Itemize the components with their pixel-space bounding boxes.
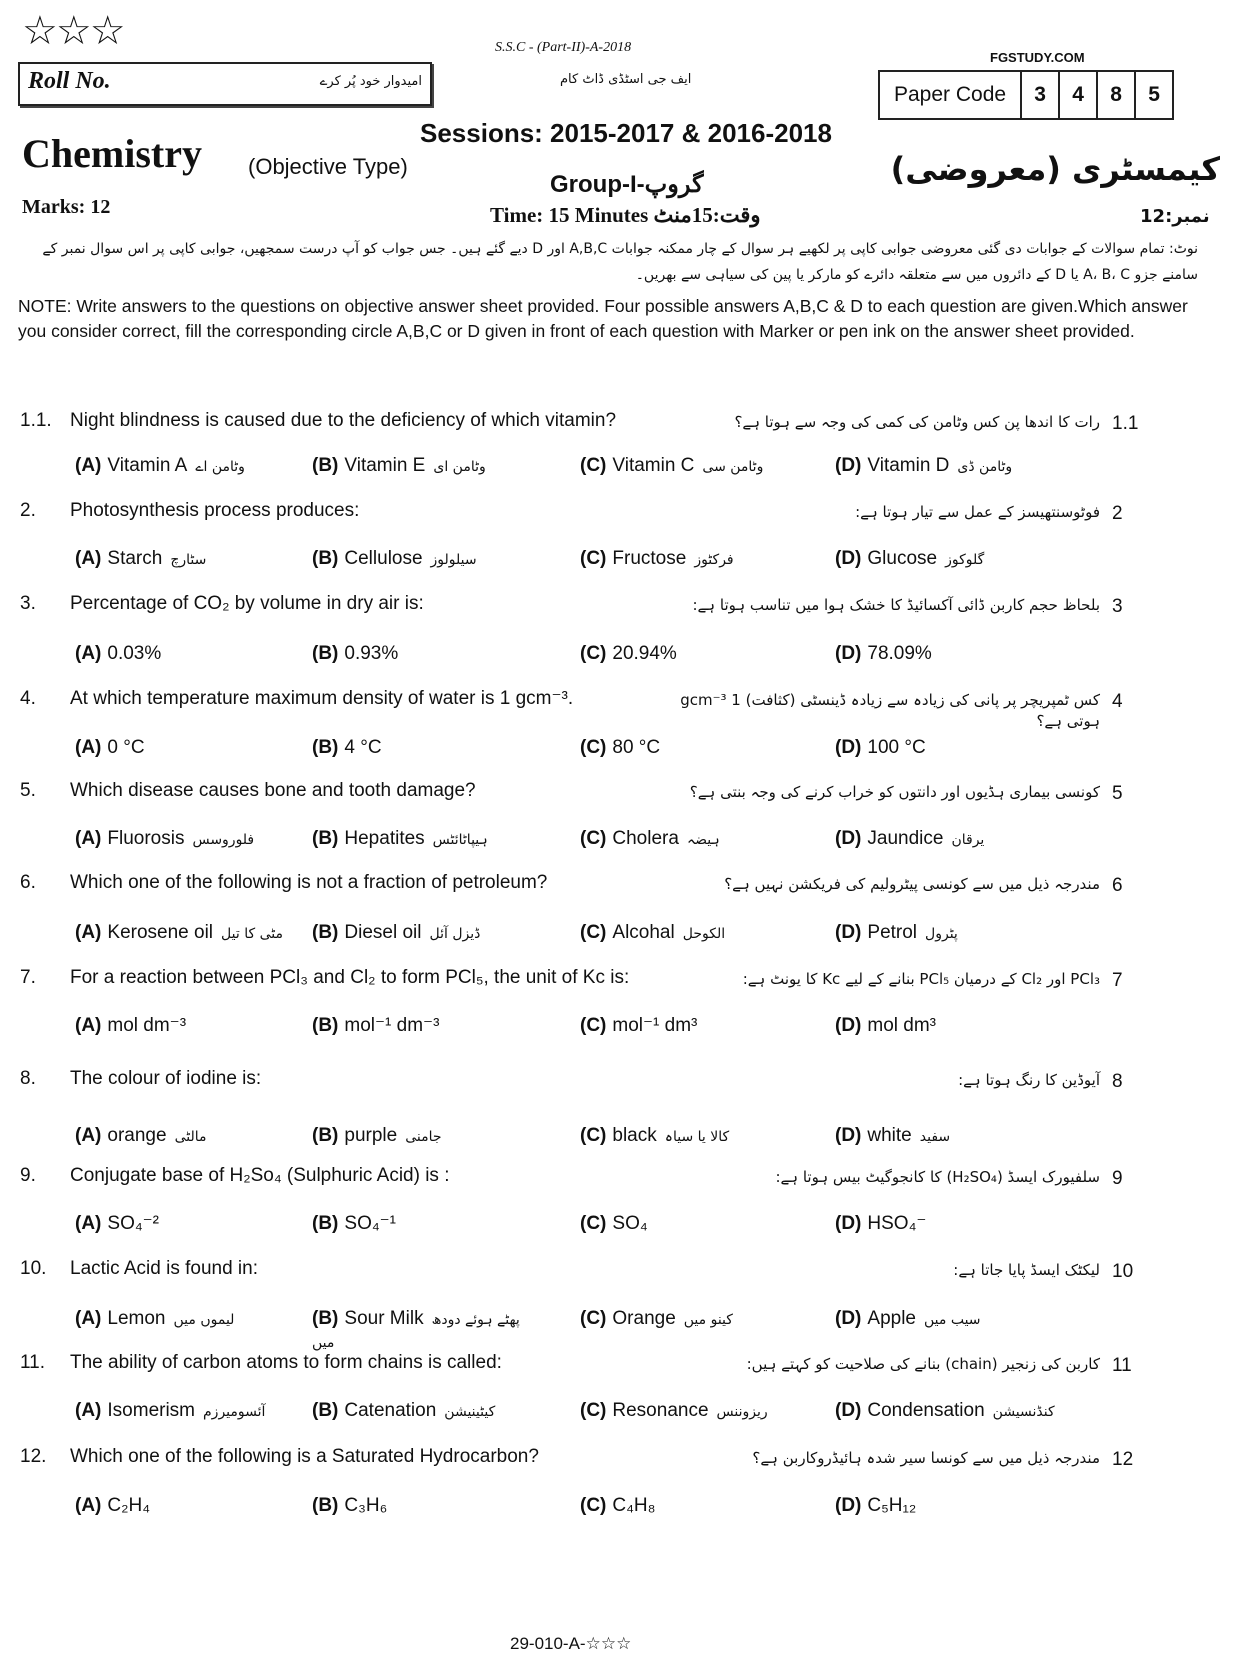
option-letter: (D) [835, 548, 862, 569]
option-a [75, 1400, 303, 1423]
question-number: 9. [20, 1165, 36, 1186]
option-letter: (D) [835, 828, 862, 849]
paper-code-box [878, 70, 1174, 120]
question-text: Which one of the following is not a fraction of petroleum? [70, 872, 548, 893]
option-text-urdu: پٹرول [925, 926, 958, 942]
option-d [835, 643, 1063, 665]
option-text: Vitamin E [344, 455, 426, 476]
question-number: 4. [20, 688, 36, 709]
option-d [835, 548, 1063, 571]
question-number: 6. [20, 872, 36, 893]
option-b [312, 455, 540, 478]
question-number-urdu: 3 [1112, 596, 1123, 617]
time: Time: 15 Minutes وقت:15منٹ [490, 203, 761, 227]
question-number-urdu: 12 [1112, 1449, 1134, 1470]
option-letter: (C) [580, 1213, 607, 1234]
option-b [312, 1125, 540, 1148]
question-text-urdu: فوٹوسنتھیسز کے عمل سے تیار ہوتا ہے: [855, 503, 1100, 521]
question-text-urdu: لیکٹک ایسڈ پایا جاتا ہے: [953, 1261, 1100, 1279]
question-number-urdu: 7 [1112, 970, 1123, 991]
option-text: Fructose [612, 548, 687, 569]
question-number: 11. [20, 1352, 46, 1373]
option-text: Jaundice [867, 828, 944, 849]
option-text: 0 °C [107, 737, 145, 758]
question-number-urdu: 2 [1112, 503, 1123, 524]
question-text-urdu: بلحاظ حجم کاربن ڈائی آکسائیڈ کا خشک ہوا میں تناسب ہوتا ہے: [692, 596, 1100, 614]
question-number: 3. [20, 593, 36, 614]
option-letter: (C) [580, 1015, 607, 1036]
marks: Marks: 12 [22, 196, 111, 218]
question-text: Which one of the following is a Saturated Hydrocarbon? [70, 1446, 539, 1467]
option-b [312, 1015, 540, 1037]
option-a [75, 1015, 303, 1037]
question-text: The ability of carbon atoms to form chains is called: [70, 1352, 502, 1373]
group: Group-I-گروپ [550, 171, 704, 198]
paper-code-digit: 8 [1098, 72, 1136, 118]
option-text: HSO₄⁻ [867, 1213, 927, 1234]
option-a [75, 922, 303, 945]
option-letter: (D) [835, 737, 862, 758]
option-text-urdu: کیٹینیشن [444, 1404, 496, 1420]
option-c [580, 548, 808, 571]
option-text: Petrol [867, 922, 918, 943]
option-text: Condensation [867, 1400, 985, 1421]
option-d [835, 828, 1063, 851]
option-letter: (B) [312, 455, 339, 476]
exam-title: S.S.C - (Part-II)-A-2018 [495, 40, 632, 55]
option-text: Catenation [344, 1400, 437, 1421]
option-c [580, 1495, 808, 1517]
option-text: 20.94% [612, 643, 677, 664]
option-letter: (A) [75, 737, 102, 758]
option-text: SO₄⁻² [107, 1213, 159, 1234]
note-urdu: نوٹ: تمام سوالات کے جوابات دی گئی معروضی جوابی کاپی پر لکھیے ہر سوال کے چار ممکنہ جوابات A,B,C اور D دیے گئے ہیں۔ جس جواب کو آپ درست سمجھیں، جوابی کاپی پر اس سوال نمبر کے سامنے جزو A، B، C یا D کے دائروں میں سے متعلقہ دائرے کو مارکر یا پین کی سیاہی سے بھریں۔ [42, 241, 1198, 283]
option-letter: (B) [312, 1213, 339, 1234]
question-text: Photosynthesis process produces: [70, 500, 360, 521]
option-letter: (A) [75, 828, 102, 849]
option-letter: (A) [75, 1308, 102, 1329]
option-c [580, 1125, 808, 1148]
roll-no-urdu: امیدوار خود پُر کرے [319, 74, 422, 89]
option-text-urdu: فلوروسس [192, 832, 255, 848]
option-b [312, 1308, 540, 1354]
option-text-urdu: وٹامن ڈی [957, 459, 1013, 475]
option-letter: (D) [835, 1213, 862, 1234]
option-d [835, 737, 1063, 759]
option-text: Vitamin D [867, 455, 950, 476]
option-text: 78.09% [867, 643, 932, 664]
option-text-urdu: لیموں میں [173, 1312, 235, 1328]
option-text: orange [107, 1125, 167, 1146]
option-text: 0.03% [107, 643, 162, 664]
option-letter: (D) [835, 1125, 862, 1146]
option-letter: (A) [75, 455, 102, 476]
option-letter: (D) [835, 455, 862, 476]
option-letter: (D) [835, 1400, 862, 1421]
option-text: Hepatites [344, 828, 425, 849]
question-text-urdu: کس ٹمپریچر پر پانی کی زیادہ سے زیادہ ڈینسٹی (کثافت) 1 gcm⁻³ ہوتی ہے؟ [680, 691, 1100, 730]
option-c [580, 1213, 808, 1235]
option-text-urdu: مٹی کا تیل [221, 926, 283, 942]
option-b [312, 1213, 540, 1235]
question-text-urdu: سلفیورک ایسڈ (H₂SO₄) کا کانجوگیٹ بیس ہوتا ہے: [775, 1168, 1100, 1186]
option-text-urdu: مالٹی [174, 1129, 207, 1145]
roll-no-box [18, 62, 432, 106]
option-text: Vitamin A [107, 455, 188, 476]
option-text-urdu: ڈیزل آئل [429, 926, 481, 942]
roll-no-label: Roll No. [28, 68, 111, 94]
option-letter: (C) [580, 1125, 607, 1146]
option-letter: (B) [312, 1400, 339, 1421]
option-text: C₅H₁₂ [867, 1495, 917, 1516]
question-text-urdu: PCl₃ اور Cl₂ کے درمیان PCl₅ بنانے کے لیے Kc کا یونٹ ہے: [742, 970, 1100, 988]
question-text-urdu: مندرجہ ذیل میں سے کونسا سیر شدہ ہائیڈروکاربن ہے؟ [752, 1449, 1100, 1467]
option-text: Apple [867, 1308, 916, 1329]
option-letter: (A) [75, 1125, 102, 1146]
option-text-urdu: فرکٹوز [694, 552, 734, 568]
option-letter: (C) [580, 643, 607, 664]
question-text: The colour of iodine is: [70, 1068, 262, 1089]
option-text: Isomerism [107, 1400, 196, 1421]
paper-code-digit: 3 [1022, 72, 1060, 118]
sessions: Sessions: 2015-2017 & 2016-2018 [420, 118, 832, 148]
option-c [580, 455, 808, 478]
option-text: Glucose [867, 548, 938, 569]
option-letter: (B) [312, 922, 339, 943]
question-number-urdu: 11 [1112, 1355, 1132, 1376]
option-letter: (D) [835, 1015, 862, 1036]
subject-title: Chemistry [22, 131, 202, 176]
option-letter: (D) [835, 643, 862, 664]
option-d [835, 1495, 1063, 1517]
option-letter: (B) [312, 643, 339, 664]
option-letter: (A) [75, 1015, 102, 1036]
question-number-urdu: 9 [1112, 1168, 1123, 1189]
option-text: black [612, 1125, 657, 1146]
option-text-urdu: وٹامن سی [702, 459, 764, 475]
question-text: At which temperature maximum density of water is 1 gcm⁻³. [70, 688, 574, 709]
option-c [580, 922, 808, 945]
option-text: white [867, 1125, 912, 1146]
option-text-urdu: کینو میں [683, 1312, 733, 1328]
option-letter: (C) [580, 455, 607, 476]
option-text: C₂H₄ [107, 1495, 150, 1516]
option-letter: (C) [580, 1400, 607, 1421]
option-text-urdu: ریزوننس [716, 1404, 768, 1420]
marks-urdu: نمبر:12 [1140, 206, 1210, 227]
option-letter: (A) [75, 1213, 102, 1234]
option-letter: (C) [580, 1308, 607, 1329]
option-text: Cholera [612, 828, 679, 849]
option-c [580, 1308, 808, 1331]
option-b [312, 828, 540, 851]
option-text-urdu: سفید [919, 1129, 951, 1145]
option-a [75, 1125, 303, 1148]
note: NOTE: Write answers to the questions on objective answer sheet provided. Four possible answers A,B,C & D to each question are given.Which answer you consider correct, fill the corresponding circle A,B,C or D given in front of each question with Marker or pen ink on the answer sheet provided. [18, 296, 1188, 341]
option-d [835, 922, 1063, 945]
question-number-urdu: 8 [1112, 1071, 1123, 1092]
option-text-urdu: جامنی [405, 1129, 442, 1145]
option-c [580, 737, 808, 759]
question-text: Conjugate base of H₂So₄ (Sulphuric Acid) is : [70, 1165, 450, 1186]
option-letter: (A) [75, 548, 102, 569]
option-text: 4 °C [344, 737, 382, 758]
option-a [75, 1213, 303, 1235]
option-text-urdu: وٹامن اے [195, 459, 245, 475]
option-b [312, 922, 540, 945]
option-text-urdu: وٹامن ای [433, 459, 486, 475]
option-letter: (A) [75, 1495, 102, 1516]
option-a [75, 1308, 303, 1331]
option-text-urdu: یرقان [951, 832, 985, 848]
option-text: purple [344, 1125, 398, 1146]
question-number-urdu: 10 [1112, 1261, 1134, 1282]
option-a [75, 737, 303, 759]
option-letter: (C) [580, 737, 607, 758]
option-letter: (B) [312, 1495, 339, 1516]
option-letter: (B) [312, 1308, 339, 1329]
option-d [835, 1015, 1063, 1037]
option-text: Fluorosis [107, 828, 185, 849]
option-text: C₄H₈ [612, 1495, 656, 1516]
option-text: Lemon [107, 1308, 166, 1329]
option-letter: (D) [835, 922, 862, 943]
option-a [75, 828, 303, 851]
question-text: Percentage of CO₂ by volume in dry air is: [70, 593, 424, 614]
option-b [312, 1400, 540, 1423]
option-d [835, 1213, 1063, 1235]
option-text-urdu: پھٹے ہوئے دودھ میں [312, 1312, 520, 1351]
watermark: FGSTUDY.COM [990, 50, 1085, 65]
question-number: 2. [20, 500, 36, 521]
option-text-urdu: گلوکوز [945, 552, 985, 568]
question-text: For a reaction between PCl₃ and Cl₂ to form PCl₅, the unit of Kc is: [70, 967, 630, 988]
option-text: Sour Milk [344, 1308, 424, 1329]
option-b [312, 548, 540, 571]
question-text-urdu: رات کا اندھا پن کس وٹامن کی کمی کی وجہ سے ہوتا ہے؟ [734, 413, 1100, 431]
option-text: mol dm³ [867, 1015, 937, 1036]
paper-code-label: Paper Code [880, 72, 1022, 118]
question-number: 1.1. [20, 410, 52, 431]
option-text: Kerosene oil [107, 922, 214, 943]
question-number: 5. [20, 780, 36, 801]
option-b [312, 1495, 540, 1517]
option-letter: (B) [312, 737, 339, 758]
option-letter: (D) [835, 1308, 862, 1329]
question-text-urdu: آیوڈین کا رنگ ہوتا ہے: [958, 1071, 1100, 1089]
option-c [580, 828, 808, 851]
option-text: SO₄ [612, 1213, 648, 1234]
option-d [835, 455, 1063, 478]
option-text: Vitamin C [612, 455, 695, 476]
option-text: Alcohal [612, 922, 675, 943]
option-letter: (B) [312, 1015, 339, 1036]
option-text-urdu: ہیپاٹائٹس [432, 832, 488, 848]
option-c [580, 1015, 808, 1037]
question-number: 12. [20, 1446, 47, 1467]
question-text-urdu: کاربن کی زنجیر (chain) بنانے کی صلاحیت کو کہتے ہیں: [746, 1355, 1100, 1373]
subject-type: (Objective Type) [248, 154, 408, 179]
option-text: mol⁻¹ dm⁻³ [344, 1015, 440, 1036]
option-text-urdu: سیلولوز [430, 552, 477, 568]
subject-title-urdu: کیمسٹری (معروضی) [890, 150, 1220, 188]
option-d [835, 1308, 1063, 1331]
question-text-urdu: کونسی بیماری ہڈیوں اور دانتوں کو خراب کرنے کی وجہ بنتی ہے؟ [689, 783, 1100, 801]
option-text: 0.93% [344, 643, 399, 664]
option-text: Diesel oil [344, 922, 422, 943]
option-a [75, 1495, 303, 1517]
question-number-urdu: 1.1 [1112, 413, 1139, 434]
option-b [312, 643, 540, 665]
question-text-urdu: مندرجہ ذیل میں سے کونسی پیٹرولیم کی فریکشن نہیں ہے؟ [724, 875, 1100, 893]
question-number: 10. [20, 1258, 47, 1279]
option-text: 80 °C [612, 737, 661, 758]
option-text: Cellulose [344, 548, 423, 569]
option-text-urdu: سیب میں [924, 1312, 981, 1328]
option-text: C₃H₆ [344, 1495, 388, 1516]
option-letter: (A) [75, 1400, 102, 1421]
paper-code-digit: 4 [1060, 72, 1098, 118]
option-text-urdu: آئسومیرزم [203, 1404, 266, 1420]
option-letter: (B) [312, 548, 339, 569]
option-a [75, 455, 303, 478]
option-text: SO₄⁻¹ [344, 1213, 396, 1234]
question-number-urdu: 4 [1112, 691, 1123, 712]
option-letter: (C) [580, 1495, 607, 1516]
option-d [835, 1400, 1063, 1423]
stars-mark: ☆☆☆ [22, 9, 124, 53]
option-letter: (D) [835, 1495, 862, 1516]
option-letter: (A) [75, 643, 102, 664]
option-letter: (C) [580, 548, 607, 569]
option-text: Resonance [612, 1400, 709, 1421]
question-text: Night blindness is caused due to the deficiency of which vitamin? [70, 410, 617, 431]
paper-code-digit: 5 [1148, 83, 1160, 106]
option-text-urdu: سٹارچ [170, 552, 207, 568]
option-letter: (C) [580, 828, 607, 849]
option-text: Starch [107, 548, 163, 569]
question-number: 8. [20, 1068, 36, 1089]
option-text: 100 °C [867, 737, 926, 758]
footer-code: 29-010-A-☆☆☆ [510, 1634, 632, 1653]
option-c [580, 1400, 808, 1423]
option-c [580, 643, 808, 665]
question-text: Which disease causes bone and tooth damage? [70, 780, 476, 801]
option-text-urdu: ہیضہ [686, 832, 720, 848]
question-text: Lactic Acid is found in: [70, 1258, 258, 1279]
urdu-site-watermark: ایف جی اسٹڈی ڈاٹ کام [560, 72, 692, 87]
option-a [75, 548, 303, 571]
option-text-urdu: کالا یا سیاہ [664, 1129, 730, 1145]
option-letter: (C) [580, 922, 607, 943]
question-number-urdu: 5 [1112, 783, 1123, 804]
option-letter: (A) [75, 922, 102, 943]
option-a [75, 643, 303, 665]
option-letter: (B) [312, 1125, 339, 1146]
question-number: 7. [20, 967, 36, 988]
option-letter: (B) [312, 828, 339, 849]
option-text-urdu: الکوحل [682, 926, 726, 942]
option-d [835, 1125, 1063, 1148]
option-b [312, 737, 540, 759]
option-text: mol dm⁻³ [107, 1015, 187, 1036]
question-number-urdu: 6 [1112, 875, 1123, 896]
option-text: Orange [612, 1308, 676, 1329]
option-text: mol⁻¹ dm³ [612, 1015, 698, 1036]
option-text-urdu: کنڈنسیشن [992, 1404, 1055, 1420]
